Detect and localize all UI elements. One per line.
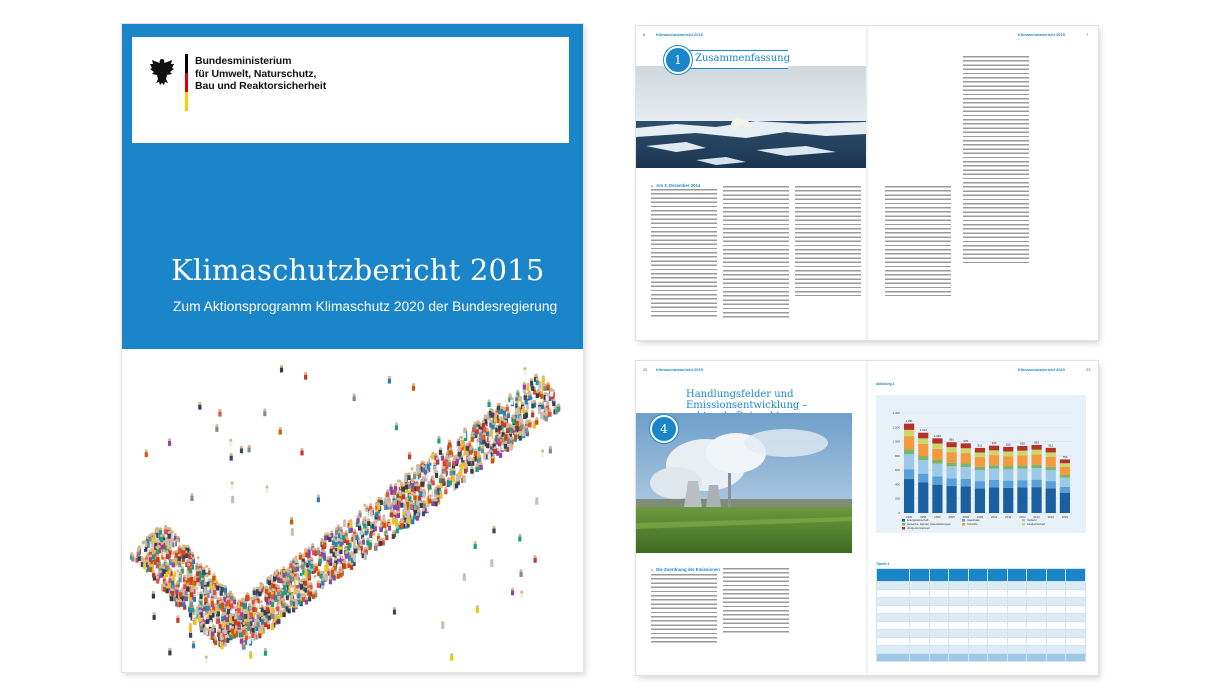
bar-segment (1031, 445, 1041, 450)
x-tick-label: 1995 (920, 515, 927, 519)
table-cell (1027, 590, 1047, 598)
table-cell (988, 654, 1008, 662)
table-cell (910, 598, 930, 606)
legend-label: Verkehr (1027, 518, 1037, 522)
bar-segment (932, 449, 942, 460)
table-cell (929, 598, 949, 606)
legend-label: Gewerbe, Handel, Dienstleistungen (907, 522, 951, 526)
bar-segment (1031, 454, 1041, 464)
bar-total-label: 911 (977, 443, 983, 448)
table-cell (988, 638, 1008, 646)
table-cell (910, 606, 930, 614)
x-tick-label: 2011 (1005, 515, 1012, 519)
table-cell (988, 606, 1008, 614)
figure-label: Abbildung 4 (876, 382, 895, 386)
bar-segment (1017, 451, 1027, 456)
table-cell (1066, 614, 1086, 622)
bar-segment (946, 466, 956, 478)
table-cell (1027, 606, 1047, 614)
emissions-table (876, 568, 1086, 662)
table-header-cell (949, 569, 969, 582)
legend-swatch (902, 523, 905, 526)
table-cell (949, 646, 969, 654)
page-gutter (866, 26, 868, 340)
bar-segment (1031, 450, 1041, 455)
lead-paragraph-start: ● Am 3. Dezember 2014 (651, 183, 700, 188)
bar-segment (918, 438, 928, 444)
figure-caption (876, 382, 894, 386)
bar-total-label: 912 (1048, 443, 1054, 448)
legend-swatch (962, 519, 965, 522)
bar-segment (1046, 448, 1056, 453)
table-cell (1007, 622, 1027, 630)
table-cell (1066, 654, 1086, 662)
table-header-cell (988, 569, 1008, 582)
bar-segment (961, 448, 971, 453)
table-cell (1007, 606, 1027, 614)
polar-bear-photo (636, 66, 866, 168)
table-cell (1007, 654, 1027, 662)
bar-segment (1003, 466, 1013, 469)
legend-label: Landwirtschaft (1027, 522, 1046, 526)
table-cell (949, 654, 969, 662)
table-header-cell (1046, 569, 1066, 582)
bar-segment (932, 476, 942, 484)
cover-subtitle: Zum Aktionsprogramm Klimaschutz 2020 der Bundesregierung (173, 299, 558, 314)
table-cell (877, 622, 910, 630)
table-cell (929, 646, 949, 654)
table-header-cell (877, 569, 910, 582)
table-cell (929, 654, 949, 662)
table-cell (1066, 622, 1086, 630)
legend-swatch (902, 527, 905, 530)
bar-segment (1017, 455, 1027, 465)
bar-segment (1003, 451, 1013, 456)
cover-header-band (122, 24, 583, 349)
table-cell (1027, 630, 1047, 638)
legend-label: Energiewirtschaft (907, 518, 929, 522)
text-column-2 (723, 568, 789, 634)
table-cell (968, 646, 988, 654)
page-number-left: 22 (643, 367, 648, 372)
y-tick-label: 800 (894, 453, 900, 458)
table-cell (968, 622, 988, 630)
table-cell (1007, 614, 1027, 622)
bar-total-label: 1.251 (905, 419, 913, 424)
bar-segment (961, 467, 971, 479)
x-tick-label: 2008 (962, 515, 969, 519)
y-tick-label: 400 (894, 482, 900, 487)
table-cell (1046, 630, 1066, 638)
crowd-checkmark-photo (122, 349, 583, 672)
bar-segment (946, 463, 956, 467)
table-cell (877, 590, 910, 598)
bar-segment (1060, 493, 1070, 513)
table-cell (1007, 590, 1027, 598)
bar-segment (1003, 481, 1013, 488)
running-head-right: Klimaschutzbericht 2015 (1018, 367, 1065, 372)
table-cell (910, 654, 930, 662)
table-cell (1027, 654, 1047, 662)
bar-segment (1017, 480, 1027, 487)
table-header-cell (929, 569, 949, 582)
bar-segment (975, 488, 985, 513)
bar-segment (946, 447, 956, 452)
table-label: Tabelle 4 (876, 562, 890, 566)
table-cell (877, 614, 910, 622)
table-cell (968, 638, 988, 646)
table-cell (877, 630, 910, 638)
bar-segment (918, 474, 928, 483)
x-tick-label: 2005 (948, 515, 955, 519)
table-cell (910, 638, 930, 646)
text-column-3 (795, 186, 861, 296)
bar-segment (975, 467, 985, 470)
table-cell (929, 630, 949, 638)
bar-segment (918, 456, 928, 460)
table-cell (1046, 590, 1066, 598)
federal-eagle-icon (149, 57, 175, 87)
table-cell (949, 598, 969, 606)
legend-label: Haushalte (967, 518, 980, 522)
table-cell (1066, 630, 1086, 638)
bar-segment (946, 452, 956, 463)
running-head-right: Klimaschutzbericht 2015 (1018, 32, 1065, 37)
bar-segment (904, 436, 914, 449)
text-column-1 (651, 189, 717, 319)
table-cell (910, 582, 930, 590)
table-cell (910, 622, 930, 630)
x-tick-label: 2013 (1033, 515, 1040, 519)
table-cell (910, 646, 930, 654)
bar-segment (1017, 465, 1027, 468)
lead-paragraph-start: ● Die Zuordnung der Emissionen (651, 567, 720, 572)
legend-label: übrige Emissionen (907, 526, 931, 530)
x-tick-label: 2000 (934, 515, 941, 519)
y-tick-label: 1.400 (892, 411, 900, 415)
table-cell (1046, 646, 1066, 654)
bar-total-label: 953 (1034, 440, 1039, 445)
table-cell (929, 582, 949, 590)
page-gutter (866, 361, 868, 675)
bar-segment (918, 444, 928, 456)
spread-zusammenfassung (636, 26, 1098, 340)
german-flag-stripe (185, 54, 188, 111)
cover-title: Klimaschutzbericht 2015 (171, 253, 545, 287)
table-cell (968, 582, 988, 590)
bar-segment (918, 433, 928, 439)
legend-swatch (962, 523, 965, 526)
table-cell (988, 646, 1008, 654)
running-head-left: Klimaschutzbericht 2015 (656, 367, 703, 372)
table-cell (910, 590, 930, 598)
table-cell (910, 630, 930, 638)
table-cell (1046, 606, 1066, 614)
x-tick-label: 2010 (990, 515, 998, 519)
table-cell (949, 590, 969, 598)
table-cell (1027, 646, 1047, 654)
table-cell (949, 614, 969, 622)
bar-segment (961, 464, 971, 467)
text-column-1 (651, 574, 717, 644)
table-cell (988, 582, 1008, 590)
chapter-title: Zusammenfassung (695, 53, 791, 64)
table-cell (1027, 622, 1047, 630)
bar-segment (961, 443, 971, 448)
x-tick-label: 1990 (905, 515, 913, 519)
bar-total-label: 991 (949, 437, 954, 442)
bar-segment (904, 469, 914, 479)
bar-segment (989, 455, 999, 465)
table-cell (1066, 646, 1086, 654)
bar-segment (1046, 470, 1056, 481)
table-header-cell (968, 569, 988, 582)
table-cell (1007, 638, 1027, 646)
x-tick-label: 2009 (976, 515, 984, 519)
bar-segment (1060, 475, 1070, 478)
bar-segment (1060, 463, 1070, 467)
bar-segment (1046, 457, 1056, 467)
x-tick-label: 2014 (1047, 515, 1054, 519)
page-number-right: 7 (1086, 32, 1089, 37)
emissions-bar-chart (876, 395, 1086, 533)
bar-total-label: 943 (991, 441, 997, 446)
bar-segment (1046, 488, 1056, 513)
table-cell (968, 606, 988, 614)
bar-segment (904, 479, 914, 513)
bar-segment (904, 430, 914, 436)
chapter-title-line-2: Emissionsentwicklung – (686, 400, 808, 411)
bar-segment (932, 444, 942, 449)
bar-segment (1060, 459, 1070, 463)
table-cell (1046, 582, 1066, 590)
table-cell (949, 630, 969, 638)
table-cell (1046, 638, 1066, 646)
bar-segment (1017, 469, 1027, 480)
bar-segment (989, 487, 999, 513)
table-header-cell (1066, 569, 1086, 582)
bar-segment (975, 448, 985, 453)
chapter-number: 4 (650, 415, 678, 443)
table-cell (949, 622, 969, 630)
bar-total-label: 1.045 (933, 433, 941, 438)
bar-segment (918, 460, 928, 474)
table-cell (1007, 646, 1027, 654)
table-cell (910, 614, 930, 622)
running-head-left: Klimaschutzbericht 2015 (656, 32, 703, 37)
bar-segment (946, 478, 956, 486)
table-cell (1027, 638, 1047, 646)
table-cell (1066, 606, 1086, 614)
table-cell (988, 614, 1008, 622)
bar-segment (904, 454, 914, 469)
text-column-4 (885, 186, 951, 296)
table-cell (949, 582, 969, 590)
bar-segment (1017, 488, 1027, 513)
bar-segment (975, 457, 985, 467)
bar-segment (961, 487, 971, 513)
table-cell (949, 606, 969, 614)
bar-total-label: 975 (963, 438, 969, 443)
table-caption (876, 562, 889, 566)
bar-segment (904, 424, 914, 430)
table-cell (877, 654, 910, 662)
bar-segment (1046, 467, 1056, 470)
x-tick-label: 2020 (1061, 515, 1069, 519)
bar-segment (1017, 446, 1027, 451)
bar-segment (1003, 469, 1013, 480)
bar-segment (932, 485, 942, 513)
bar-segment (961, 453, 971, 463)
bar-segment (975, 452, 985, 457)
bar-total-label: 926 (1005, 442, 1011, 447)
bar-segment (1060, 487, 1070, 493)
table-cell (1046, 622, 1066, 630)
bar-total-label: 938 (1020, 441, 1025, 446)
bar-segment (1003, 456, 1013, 466)
table-cell (877, 606, 910, 614)
bar-segment (932, 464, 942, 477)
bar-segment (989, 465, 999, 468)
table-cell (988, 590, 1008, 598)
table-cell (1007, 582, 1027, 590)
bar-segment (989, 469, 999, 480)
table-cell (877, 638, 910, 646)
table-cell (1007, 630, 1027, 638)
legend-label: Industrie (967, 522, 978, 526)
bar-segment (932, 438, 942, 443)
table-cell (968, 598, 988, 606)
table-cell (929, 590, 949, 598)
x-tick-label: 2012 (1019, 515, 1026, 519)
page-number-left: 6 (643, 32, 646, 37)
y-tick-label: 600 (894, 468, 900, 473)
legend-swatch (1022, 523, 1025, 526)
bar-segment (989, 446, 999, 451)
table-cell (1066, 638, 1086, 646)
table-cell (929, 614, 949, 622)
report-cover (122, 24, 583, 672)
table-cell (929, 606, 949, 614)
ministry-line-2: für Umwelt, Naturschutz, (195, 67, 317, 80)
bar-segment (1003, 447, 1013, 452)
bar-segment (1031, 468, 1041, 480)
table-cell (1007, 598, 1027, 606)
bar-segment (1060, 467, 1070, 475)
table-cell (968, 654, 988, 662)
table-cell (877, 598, 910, 606)
table-cell (1046, 598, 1066, 606)
spread-handlungsfelder (636, 361, 1098, 675)
table-cell (877, 582, 910, 590)
table-header-cell (1007, 569, 1027, 582)
ministry-name (195, 55, 326, 93)
table-cell (1027, 598, 1047, 606)
table-cell (988, 622, 1008, 630)
table-cell (1046, 654, 1066, 662)
table-header-cell (1027, 569, 1047, 582)
table-cell (1027, 582, 1047, 590)
chapter-number: 1 (664, 46, 692, 74)
bar-segment (1031, 487, 1041, 513)
table-cell (988, 630, 1008, 638)
table-cell (1066, 590, 1086, 598)
ministry-line-1: Bundesministerium (195, 55, 292, 67)
bar-segment (932, 460, 942, 464)
bar-segment (989, 480, 999, 487)
table-cell (1046, 614, 1066, 622)
y-tick-label: 0 (898, 511, 900, 515)
y-tick-label: 1.000 (892, 439, 900, 444)
ministry-line-3: Bau und Reaktorsicherheit (195, 80, 327, 92)
legend-swatch (1022, 519, 1025, 522)
chapter-title-line-1: Handlungsfelder und (686, 389, 794, 400)
y-tick-label: 200 (894, 496, 900, 501)
bar-segment (989, 450, 999, 455)
table-cell (968, 614, 988, 622)
ministry-logo (132, 37, 569, 143)
table-cell (877, 646, 910, 654)
bar-segment (946, 442, 956, 447)
y-tick-label: 1.200 (892, 425, 900, 430)
text-column-2 (723, 186, 789, 320)
table-cell (1066, 582, 1086, 590)
bar-segment (975, 470, 985, 481)
table-cell (929, 638, 949, 646)
bar-segment (1046, 452, 1056, 457)
table-cell (929, 622, 949, 630)
page-number-right: 23 (1086, 367, 1091, 372)
table-header-cell (910, 569, 930, 582)
table-cell (1066, 598, 1086, 606)
text-column-5 (963, 56, 1029, 266)
bar-segment (904, 450, 914, 454)
bar-segment (946, 486, 956, 513)
table-cell (1027, 614, 1047, 622)
table-cell (988, 598, 1008, 606)
table-cell (949, 638, 969, 646)
bar-segment (1060, 478, 1070, 487)
bar-segment (961, 479, 971, 487)
bar-segment (1003, 488, 1013, 513)
table-cell (968, 630, 988, 638)
bar-segment (918, 482, 928, 513)
bar-total-label: 1.124 (919, 428, 927, 433)
bar-total-label: 750 (1062, 454, 1068, 459)
bar-segment (1031, 465, 1041, 468)
table-cell (968, 590, 988, 598)
bar-segment (1046, 481, 1056, 488)
bar-segment (1031, 480, 1041, 487)
bar-segment (975, 481, 985, 488)
legend-swatch (902, 519, 905, 522)
